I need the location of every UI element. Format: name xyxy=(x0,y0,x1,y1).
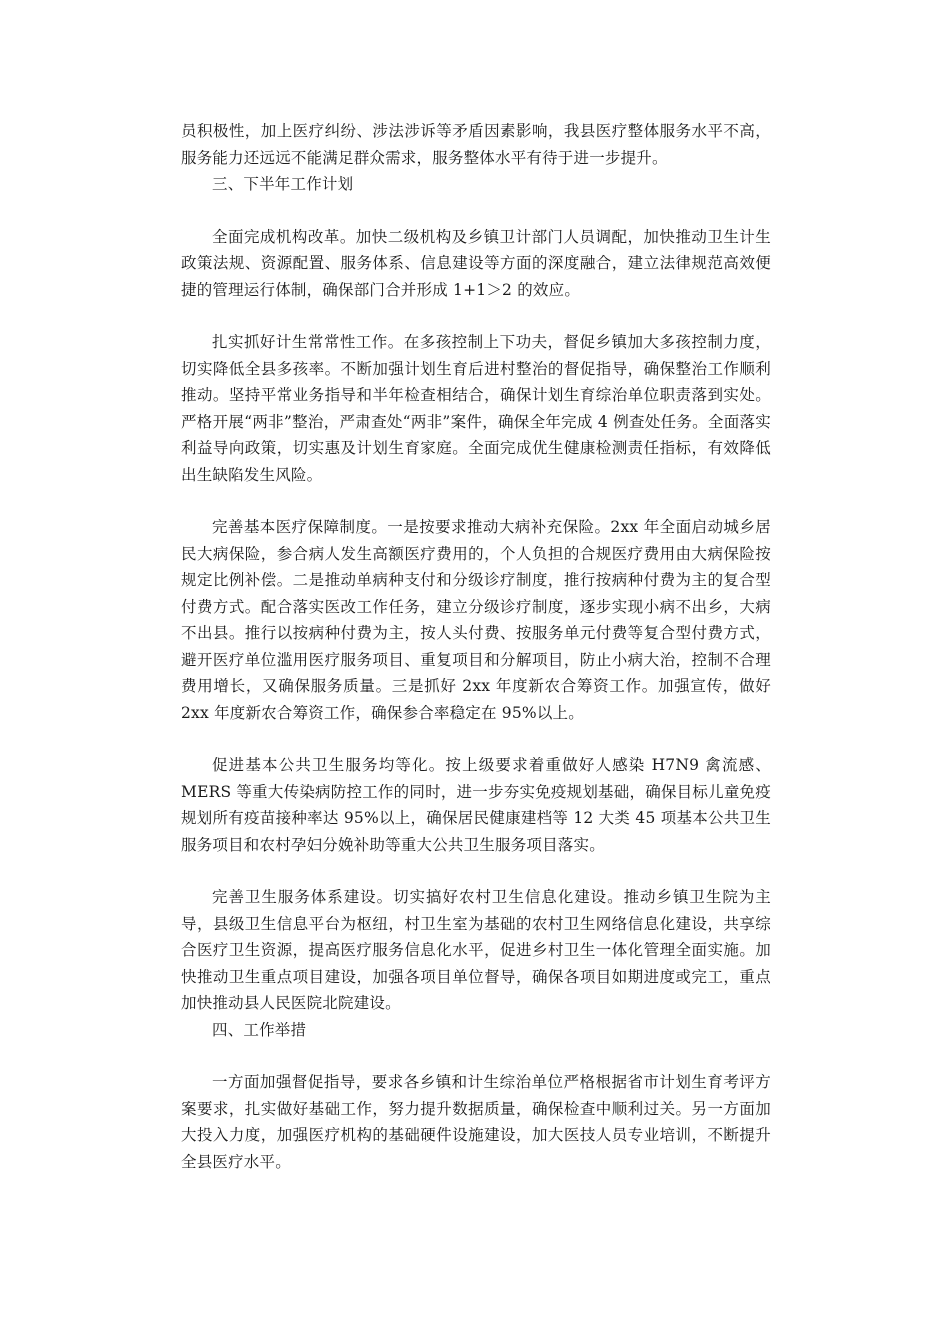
document-page xyxy=(181,118,771,1175)
section-heading-4: 四、工作举措 xyxy=(212,1020,307,1039)
section-heading-3: 三、下半年工作计划 xyxy=(212,175,354,193)
paragraph-health-service-system: 完善卫生服务体系建设。切实搞好农村卫生信息化建设。推动乡镇卫生院为主导，县级卫生信息平台为枢纽，村卫生室为基础的农村卫生网络信息化建设，共享综合医疗卫生资源，提高医疗服务信息化水平，促进乡村卫生一体化管理全面实施。加快推动卫生重点项目建设，加强各项目单位督导，确保各项目如期进度或完工，重点加快推动县人民医院北院建设。 xyxy=(181,888,771,1012)
paragraph-institutional-reform: 全面完成机构改革。加快二级机构及乡镇卫计部门人员调配，加快推动卫生计生政策法规、资源配置、服务体系、信息建设等方面的深度融合，建立法律规范高效便捷的管理运行体制，确保部门合并形成 1+1＞2 的效应。 xyxy=(181,227,771,299)
paragraph-family-planning: 扎实抓好计生常常性工作。在多孩控制上下功夫，督促乡镇加大多孩控制力度，切实降低全县多孩率。不断加强计划生育后进村整治的督促指导，确保整治工作顺利推动。坚持平常业务指导和半年检查相结合，确保计划生育综治单位职责落到实处。严格开展“两非”整治，严肃查处“两非”案件，确保全年完成 4 例查处任务。全面落实利益导向政策，切实惠及计划生育家庭。全面完成优生健康检测责任指标，有效降低出生缺陷发生风险。 xyxy=(181,333,771,484)
paragraph-medical-insurance: 完善基本医疗保障制度。一是按要求推动大病补充保险。2xx 年全面启动城乡居民大病保险，参合病人发生高额医疗费用的，个人负担的合规医疗费用由大病保险按规定比例补偿。二是推动单病种支付和分级诊疗制度，推行按病种付费为主的复合型付费方式。配合落实医改工作任务，建立分级诊疗制度，逐步实现小病不出乡，大病不出县。推行以按病种付费为主，按人头付费、按服务单元付费等复合型付费方式，避开医疗单位滥用医疗服务项目、重复项目和分解项目，防止小病大治，控制不合理费用增长，又确保服务质量。三是抓好 2xx 年度新农合筹资工作。加强宣传，做好 2xx 年度新农合筹资工作，确保参合率稳定在 95%以上。 xyxy=(181,518,771,722)
paragraph-continuation: 员积极性，加上医疗纠纷、涉法涉诉等矛盾因素影响，我县医疗整体服务水平不高，服务能力还远远不能满足群众需求，服务整体水平有待于进一步提升。 xyxy=(181,122,771,167)
paragraph-work-measures: 一方面加强督促指导，要求各乡镇和计生综治单位严格根据省市计划生育考评方案要求，扎实做好基础工作，努力提升数据质量，确保检查中顺利过关。另一方面加大投入力度，加强医疗机构的基础硬件设施建设，加大医技人员专业培训，不断提升全县医疗水平。 xyxy=(181,1073,771,1171)
paragraph-public-health: 促进基本公共卫生服务均等化。按上级要求着重做好人感染 H7N9 禽流感、MERS 等重大传染病防控工作的同时，进一步夯实免疫规划基础，确保目标儿童免疫规划所有疫苗接种率达 95%以上，确保居民健康建档等 12 大类 45 项基本公共卫生服务项目和农村孕妇分娩补助等重大公共卫生服务项目落实。 xyxy=(181,756,771,854)
